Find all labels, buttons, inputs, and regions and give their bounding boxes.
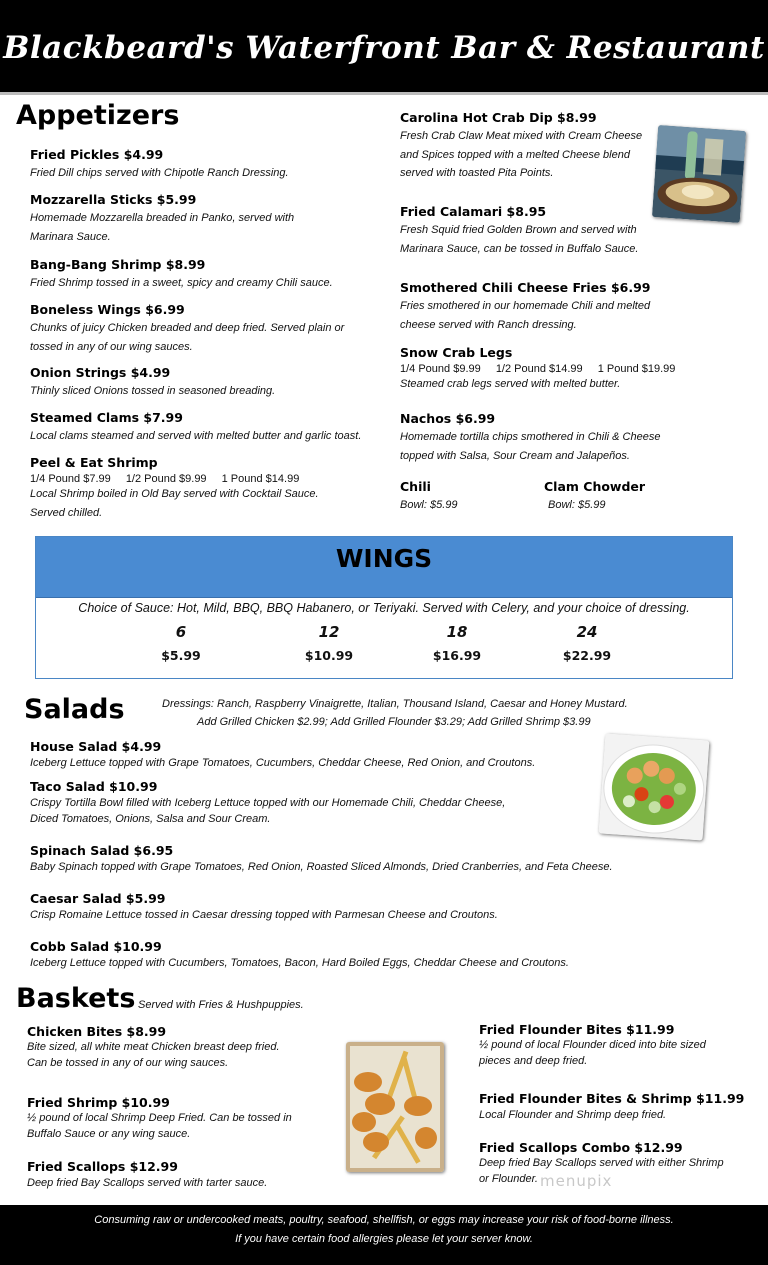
size-prices: 1/4 Pound $7.99 1/2 Pound $9.99 1 Pound $14.99	[30, 473, 300, 485]
wings-header	[36, 537, 732, 598]
menu-item: Cobb Salad $10.99 Iceberg Lettuce topped with Cucumbers, Tomatoes, Bacon, Hard Boiled Eggs, Cheddar Cheese and Croutons.	[30, 939, 569, 969]
salad-photo	[599, 733, 710, 840]
salad-image	[599, 733, 710, 840]
menu-item: Fried Shrimp $10.99 ½ pound of local Shrimp Deep Fried. Can be tossed in Buffalo Sauce or any wing sauce.	[27, 1095, 292, 1140]
menu-item: House Salad $4.99 Iceberg Lettuce topped with Grape Tomatoes, Cucumbers, Cheddar Cheese, Red Onion, and Croutons.	[30, 739, 536, 769]
baskets-note: Served with Fries & Hushpuppies.	[138, 999, 304, 1011]
menu-item: Smothered Chili Cheese Fries $6.99 Fries smothered in our homemade Chili and melted cheese served with Ranch dressing.	[400, 280, 651, 331]
menu-header	[0, 0, 768, 92]
menu-item: Spinach Salad $6.95 Baby Spinach topped with Grape Tomatoes, Red Onion, Roasted Sliced Almonds, Dried Cranberries, and Feta Cheese.	[30, 843, 613, 873]
menu-item: Bang-Bang Shrimp $8.99 Fried Shrimp tossed in a sweet, spicy and creamy Chili sauce.	[30, 257, 333, 289]
header-divider	[0, 92, 768, 95]
menu-item: Chicken Bites $8.99 Bite sized, all white meat Chicken breast deep fried. Can be tossed in any of our wing sauces.	[27, 1024, 280, 1069]
menu-item: Nachos $6.99 Homemade tortilla chips smothered in Chili & Cheese topped with Salsa, Sour Cream and Jalapeños.	[400, 411, 661, 462]
shrimp-basket-photo	[346, 1042, 444, 1172]
menu-item: Fried Scallops Combo $12.99 Deep fried Bay Scallops served with either Shrimp or Flounder.	[479, 1140, 724, 1185]
menu-item: Mozzarella Sticks $5.99 Homemade Mozzarella breaded in Panko, served with Marinara Sauce.	[30, 192, 295, 243]
wing-option: 24 $22.99	[562, 623, 612, 663]
menu-item: Fried Scallops $12.99 Deep fried Bay Scallops served with tarter sauce.	[27, 1159, 268, 1189]
allergy-footer	[0, 1205, 768, 1265]
menu-item: Fried Flounder Bites & Shrimp $11.99 Local Flounder and Shrimp deep fried.	[479, 1091, 745, 1121]
salads-title: Salads	[24, 694, 125, 725]
crab-dip-image	[652, 125, 746, 223]
shrimp-basket-image	[346, 1042, 444, 1172]
baskets-title: Baskets	[16, 983, 136, 1014]
menu-item: Caesar Salad $5.99 Crisp Romaine Lettuce tossed in Caesar dressing topped with Parmesan Cheese and Croutons.	[30, 891, 498, 921]
menu-item: Taco Salad $10.99 Crispy Tortilla Bowl filled with Iceberg Lettuce topped with our Homemade Chili, Cheddar Cheese, Diced Tomatoes, Onions, Salsa and Sour Cream.	[30, 779, 506, 825]
crab-dip-photo	[652, 125, 746, 223]
footer-warning: Consuming raw or undercooked meats, poultry, seafood, shellfish, or eggs may increase your risk of food-borne illness.	[94, 1214, 674, 1226]
wing-option: 12 $10.99	[304, 623, 354, 663]
menu-item: Onion Strings $4.99 Thinly sliced Onions tossed in seasoned breading.	[30, 365, 276, 397]
menu-item: Peel & Eat Shrimp 1/4 Pound $7.99 1/2 Pound $9.99 1 Pound $14.99 Local Shrimp boiled in Old Bay served with Cocktail Sauce. Served chilled.	[30, 455, 319, 519]
menu-item: Fried Calamari $8.95 Fresh Squid fried Golden Brown and served with Marinara Sauce, can be tossed in Buffalo Sauce.	[400, 204, 639, 255]
watermark-logo: menupix	[540, 1172, 613, 1190]
size-prices: 1/4 Pound $9.99 1/2 Pound $14.99 1 Pound $19.99	[400, 363, 676, 375]
wings-box	[35, 536, 733, 679]
footer-allergy: If you have certain food allergies please let your server know.	[235, 1233, 533, 1245]
menu-item: Fried Flounder Bites $11.99 ½ pound of local Flounder diced into bite sized pieces and deep fried.	[479, 1022, 706, 1067]
menu-item: Chili Bowl: $5.99	[400, 479, 458, 511]
wings-title: WINGS	[335, 544, 433, 573]
menu-item: Boneless Wings $6.99 Chunks of juicy Chicken breaded and deep fried. Served plain or tossed in any of our wing sauces.	[30, 302, 345, 353]
restaurant-title: Blackbeard's Waterfront Bar & Restaurant	[3, 30, 765, 66]
menu-item: Steamed Clams $7.99 Local clams steamed and served with melted butter and garlic toast.	[30, 410, 362, 442]
appetizers-title: Appetizers	[16, 100, 180, 131]
menu-item: Fried Pickles $4.99 Fried Dill chips served with Chipotle Ranch Dressing.	[30, 147, 289, 179]
wing-option: 6 $5.99	[161, 623, 201, 663]
salad-addons: Add Grilled Chicken $2.99; Add Grilled Flounder $3.29; Add Grilled Shrimp $3.99	[197, 716, 591, 728]
wings-sauce-note: Choice of Sauce: Hot, Mild, BBQ, BBQ Habanero, or Teriyaki. Served with Celery, and your choice of dressing.	[78, 601, 690, 615]
salad-dressings: Dressings: Ranch, Raspberry Vinaigrette, Italian, Thousand Island, Caesar and Honey Mustard.	[162, 698, 628, 710]
menu-item: Clam Chowder Bowl: $5.99	[544, 479, 646, 511]
wing-option: 18 $16.99	[432, 623, 482, 663]
menu-item: Snow Crab Legs 1/4 Pound $9.99 1/2 Pound $14.99 1 Pound $19.99 Steamed crab legs served with melted butter.	[400, 345, 687, 394]
menu-item: Carolina Hot Crab Dip $8.99 Fresh Crab Claw Meat mixed with Cream Cheese and Spices topped with a melted Cheese blend served with toasted Pita Points.	[400, 110, 643, 179]
